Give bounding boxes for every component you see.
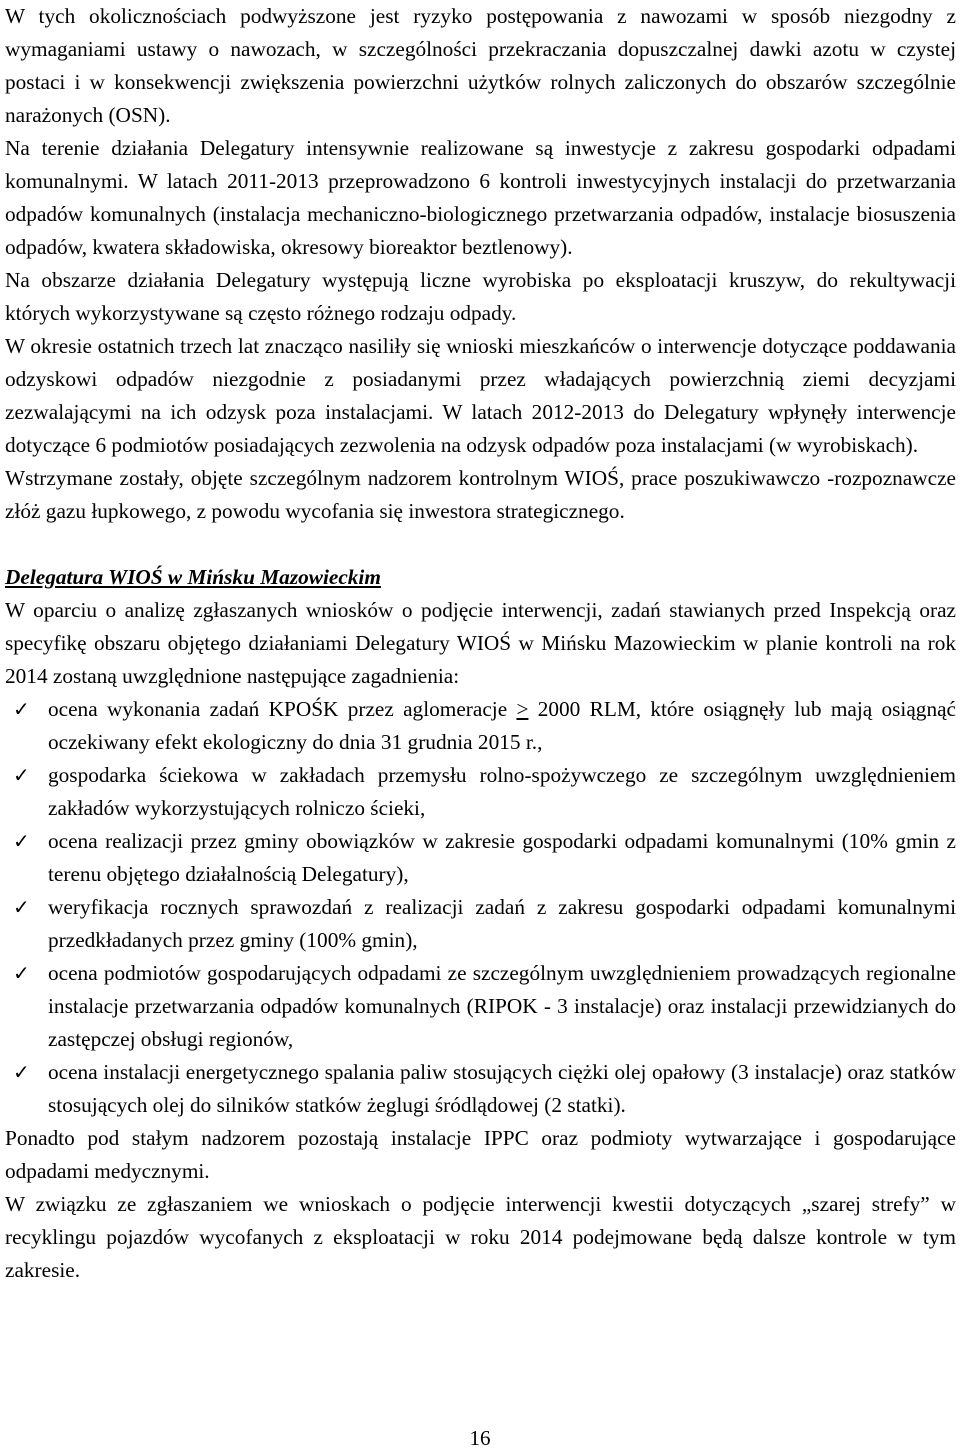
greater-or-equal-sign: > — [516, 697, 529, 721]
paragraph-interventions: W okresie ostatnich trzech lat znacząco nasiliły się wnioski mieszkańców o interwencje dotyczące poddawania odzyskowi odpadów niezgodnie z posiadanymi przez władających powierzchnią ziemi decyzjami zezwalającymi na ich odzysk poza instalacjami. W latach 2012-2013 do Delegatury wpłynęły interwencje dotyczące 6 podmiotów posiadających zezwolenia na odzysk odpadów poza instalacjami (w wyrobiskach). — [5, 334, 956, 457]
checkmark-icon: ✓ — [13, 697, 30, 721]
checklist-item — [5, 693, 956, 759]
checkmark-icon: ✓ — [13, 1060, 30, 1084]
checklist-item-text: ocena instalacji energetycznego spalania paliw stosujących ciężki olej opałowy (3 instalacje) oraz statków stosujących olej do silników statków żeglugi śródlądowej (2 statki). — [48, 1060, 956, 1117]
document-page — [5, 0, 956, 1287]
paragraph-waste-investments: Na terenie działania Delegatury intensywnie realizowane są inwestycje z zakresu gospodarki odpadami komunalnymi. W latach 2011-2013 przeprowadzono 6 kontroli inwestycyjnych instalacji do przetwarzania odpadów komunalnych (instalacja mechaniczno-biologicznego przetwarzania odpadów, instalacje biosuszenia odpadów, kwatera składowiska, okresowy bioreaktor beztlenowy). — [5, 136, 956, 259]
intro-paragraph: W oparciu o analizę zgłaszanych wniosków o podjęcie interwencji, zadań stawianych przed Inspekcją oraz specyfikę obszaru objętego działaniami Delegatury WIOŚ w Mińsku Mazowieckim w planie kontroli na rok 2014 zostaną uwzględnione następujące zagadnienia: — [5, 598, 956, 688]
inspection-checklist — [5, 693, 956, 1122]
checklist-item — [5, 759, 956, 825]
checklist-item — [5, 825, 956, 891]
paragraph-shale-gas: Wstrzymane zostały, objęte szczególnym nadzorem kontrolnym WIOŚ, prace poszukiwawczo -rozpoznawcze złóż gazu łupkowego, z powodu wycofania się inwestora strategicznego. — [5, 466, 956, 523]
paragraph-ippc: Ponadto pod stałym nadzorem pozostają instalacje IPPC oraz podmioty wytwarzające i gospodarujące odpadami medycznymi. — [5, 1126, 956, 1183]
checklist-item — [5, 891, 956, 957]
checklist-item-text: gospodarka ściekowa w zakładach przemysłu rolno-spożywczego ze szczególnym uwzględnieniem zakładów wykorzystujących rolniczo ścieki, — [48, 763, 956, 820]
checklist-item-text: weryfikacja rocznych sprawozdań z realizacji zadań z zakresu gospodarki odpadami komunalnymi przedkładanych przez gminy (100% gmin), — [48, 895, 956, 952]
checkmark-icon: ✓ — [13, 961, 30, 985]
checklist-item-text: ocena podmiotów gospodarujących odpadami ze szczególnym uwzględnieniem prowadzących regionalne instalacje przetwarzania odpadów komunalnych (RIPOK - 3 instalacje) oraz instalacji przewidzianych do zastępczej obsługi regionów, — [48, 961, 956, 1051]
checkmark-icon: ✓ — [13, 829, 30, 853]
paragraph-grey-zone: W związku ze zgłaszaniem we wnioskach o podjęcie interwencji kwestii dotyczących „szarej strefy” w recyklingu pojazdów wycofanych z eksploatacji w roku 2014 podejmowane będą dalsze kontrole w tym zakresie. — [5, 1192, 956, 1282]
checkmark-icon: ✓ — [13, 763, 30, 787]
checklist-item — [5, 957, 956, 1056]
page-number: 16 — [469, 1426, 491, 1450]
section-heading: Delegatura WIOŚ w Mińsku Mazowieckim — [5, 565, 381, 589]
checklist-item-text: ocena realizacji przez gminy obowiązków w zakresie gospodarki odpadami komunalnymi (10% gmin z terenu objętego działalnością Delegatury), — [48, 829, 956, 886]
paragraph-excavations: Na obszarze działania Delegatury występują liczne wyrobiska po eksploatacji kruszyw, do rekultywacji których wykorzystywane są często różnego rodzaju odpady. — [5, 268, 956, 325]
checklist-item — [5, 1056, 956, 1122]
checkmark-icon: ✓ — [13, 895, 30, 919]
checklist-item-text: ocena wykonania zadań KPOŚK przez aglomeracje > 2000 RLM, które osiągnęły lub mają osiągnąć oczekiwany efekt ekologiczny do dnia 31 grudnia 2015 r., — [48, 697, 956, 754]
paragraph-fertilizer-risk: W tych okolicznościach podwyższone jest ryzyko postępowania z nawozami w sposób niezgodny z wymaganiami ustawy o nawozach, w szczególności przekraczania dopuszczalnej dawki azotu w czystej postaci i w konsekwencji zwiększenia powierzchni użytków rolnych zaliczonych do obszarów szczególnie narażonych (OSN). — [5, 4, 956, 127]
